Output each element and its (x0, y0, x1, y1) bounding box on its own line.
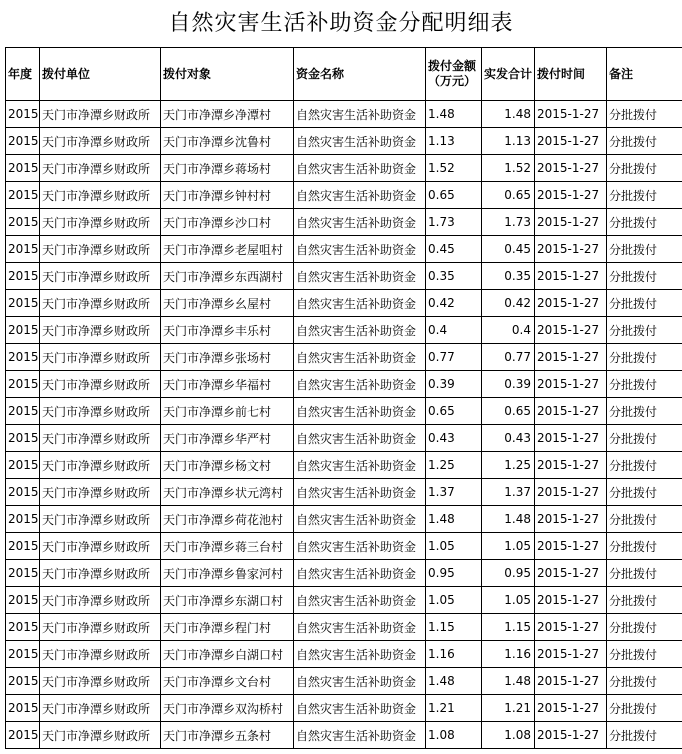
fund-name-cell: 自然灾害生活补助资金 (294, 668, 426, 695)
fund-name-cell: 自然灾害生活补助资金 (294, 560, 426, 587)
amount-cell: 1.13 (426, 128, 482, 155)
year-cell: 2015 (6, 236, 40, 263)
header-actual-total: 实发合计 (482, 48, 535, 101)
amount-cell: 1.05 (426, 587, 482, 614)
table-row (6, 236, 682, 263)
actual-total-cell: 0.65 (482, 398, 535, 425)
actual-total-cell: 0.42 (482, 290, 535, 317)
amount-cell: 0.77 (426, 344, 482, 371)
remarks-cell: 分批拨付 (607, 560, 682, 587)
pay-date-cell: 2015-1-27 (535, 371, 607, 398)
table-row (6, 182, 682, 209)
fund-name-cell: 自然灾害生活补助资金 (294, 209, 426, 236)
paying-unit-cell: 天门市净潭乡财政所 (40, 641, 161, 668)
recipient-cell: 天门市净潭乡东西湖村 (161, 263, 294, 290)
paying-unit-cell: 天门市净潭乡财政所 (40, 182, 161, 209)
table-row (6, 587, 682, 614)
recipient-cell: 天门市净潭乡前七村 (161, 398, 294, 425)
pay-date-cell: 2015-1-27 (535, 317, 607, 344)
table-row (6, 506, 682, 533)
recipient-cell: 天门市净潭乡东湖口村 (161, 587, 294, 614)
fund-name-cell: 自然灾害生活补助资金 (294, 182, 426, 209)
actual-total-cell: 1.15 (482, 614, 535, 641)
remarks-cell: 分批拨付 (607, 236, 682, 263)
header-year: 年度 (6, 48, 40, 101)
paying-unit-cell: 天门市净潭乡财政所 (40, 587, 161, 614)
recipient-cell: 天门市净潭乡沈鲁村 (161, 128, 294, 155)
amount-cell: 0.95 (426, 560, 482, 587)
header-paying-unit: 拨付单位 (40, 48, 161, 101)
actual-total-cell: 0.39 (482, 371, 535, 398)
table-row (6, 263, 682, 290)
fund-name-cell: 自然灾害生活补助资金 (294, 695, 426, 722)
fund-name-cell: 自然灾害生活补助资金 (294, 587, 426, 614)
table-row (6, 533, 682, 560)
pay-date-cell: 2015-1-27 (535, 695, 607, 722)
fund-name-cell: 自然灾害生活补助资金 (294, 236, 426, 263)
paying-unit-cell: 天门市净潭乡财政所 (40, 209, 161, 236)
pay-date-cell: 2015-1-27 (535, 101, 607, 128)
recipient-cell: 天门市净潭乡状元湾村 (161, 479, 294, 506)
paying-unit-cell: 天门市净潭乡财政所 (40, 506, 161, 533)
year-cell: 2015 (6, 641, 40, 668)
pay-date-cell: 2015-1-27 (535, 722, 607, 749)
remarks-cell: 分批拨付 (607, 182, 682, 209)
pay-date-cell: 2015-1-27 (535, 560, 607, 587)
actual-total-cell: 0.43 (482, 425, 535, 452)
paying-unit-cell: 天门市净潭乡财政所 (40, 317, 161, 344)
paying-unit-cell: 天门市净潭乡财政所 (40, 398, 161, 425)
pay-date-cell: 2015-1-27 (535, 344, 607, 371)
pay-date-cell: 2015-1-27 (535, 641, 607, 668)
year-cell: 2015 (6, 668, 40, 695)
amount-cell: 0.39 (426, 371, 482, 398)
year-cell: 2015 (6, 722, 40, 749)
amount-cell: 0.65 (426, 182, 482, 209)
amount-cell: 1.73 (426, 209, 482, 236)
fund-name-cell: 自然灾害生活补助资金 (294, 155, 426, 182)
amount-cell: 0.35 (426, 263, 482, 290)
pay-date-cell: 2015-1-27 (535, 452, 607, 479)
remarks-cell: 分批拨付 (607, 290, 682, 317)
year-cell: 2015 (6, 101, 40, 128)
recipient-cell: 天门市净潭乡净潭村 (161, 101, 294, 128)
pay-date-cell: 2015-1-27 (535, 182, 607, 209)
fund-name-cell: 自然灾害生活补助资金 (294, 398, 426, 425)
fund-name-cell: 自然灾害生活补助资金 (294, 101, 426, 128)
paying-unit-cell: 天门市净潭乡财政所 (40, 668, 161, 695)
year-cell: 2015 (6, 398, 40, 425)
paying-unit-cell: 天门市净潭乡财政所 (40, 371, 161, 398)
paying-unit-cell: 天门市净潭乡财政所 (40, 695, 161, 722)
year-cell: 2015 (6, 155, 40, 182)
pay-date-cell: 2015-1-27 (535, 155, 607, 182)
pay-date-cell: 2015-1-27 (535, 209, 607, 236)
header-recipient: 拨付对象 (161, 48, 294, 101)
fund-name-cell: 自然灾害生活补助资金 (294, 371, 426, 398)
remarks-cell: 分批拨付 (607, 533, 682, 560)
actual-total-cell: 1.52 (482, 155, 535, 182)
recipient-cell: 天门市净潭乡沙口村 (161, 209, 294, 236)
year-cell: 2015 (6, 425, 40, 452)
actual-total-cell: 0.95 (482, 560, 535, 587)
amount-cell: 0.65 (426, 398, 482, 425)
actual-total-cell: 1.25 (482, 452, 535, 479)
remarks-cell: 分批拨付 (607, 371, 682, 398)
paying-unit-cell: 天门市净潭乡财政所 (40, 425, 161, 452)
year-cell: 2015 (6, 317, 40, 344)
pay-date-cell: 2015-1-27 (535, 614, 607, 641)
header-amount: 拨付金额（万元） (426, 48, 482, 101)
pay-date-cell: 2015-1-27 (535, 533, 607, 560)
table-row (6, 128, 682, 155)
table-row (6, 479, 682, 506)
year-cell: 2015 (6, 263, 40, 290)
fund-name-cell: 自然灾害生活补助资金 (294, 425, 426, 452)
remarks-cell: 分批拨付 (607, 317, 682, 344)
actual-total-cell: 0.35 (482, 263, 535, 290)
recipient-cell: 天门市净潭乡华严村 (161, 425, 294, 452)
table-row (6, 722, 682, 749)
fund-name-cell: 自然灾害生活补助资金 (294, 533, 426, 560)
paying-unit-cell: 天门市净潭乡财政所 (40, 452, 161, 479)
pay-date-cell: 2015-1-27 (535, 587, 607, 614)
amount-cell: 0.4 (426, 317, 482, 344)
amount-cell: 1.21 (426, 695, 482, 722)
remarks-cell: 分批拨付 (607, 695, 682, 722)
actual-total-cell: 1.48 (482, 101, 535, 128)
allocation-table (5, 47, 682, 749)
recipient-cell: 天门市净潭乡程门村 (161, 614, 294, 641)
amount-cell: 1.25 (426, 452, 482, 479)
remarks-cell: 分批拨付 (607, 128, 682, 155)
remarks-cell: 分批拨付 (607, 668, 682, 695)
amount-cell: 1.08 (426, 722, 482, 749)
table-row (6, 452, 682, 479)
actual-total-cell: 1.13 (482, 128, 535, 155)
table-row (6, 290, 682, 317)
recipient-cell: 天门市净潭乡鲁家河村 (161, 560, 294, 587)
header-remarks: 备注 (607, 48, 682, 101)
pay-date-cell: 2015-1-27 (535, 668, 607, 695)
recipient-cell: 天门市净潭乡钟村村 (161, 182, 294, 209)
actual-total-cell: 0.65 (482, 182, 535, 209)
remarks-cell: 分批拨付 (607, 425, 682, 452)
year-cell: 2015 (6, 479, 40, 506)
fund-name-cell: 自然灾害生活补助资金 (294, 506, 426, 533)
year-cell: 2015 (6, 128, 40, 155)
year-cell: 2015 (6, 533, 40, 560)
remarks-cell: 分批拨付 (607, 479, 682, 506)
table-row (6, 209, 682, 236)
pay-date-cell: 2015-1-27 (535, 506, 607, 533)
table-row (6, 344, 682, 371)
remarks-cell: 分批拨付 (607, 155, 682, 182)
year-cell: 2015 (6, 452, 40, 479)
fund-name-cell: 自然灾害生活补助资金 (294, 317, 426, 344)
table-row (6, 371, 682, 398)
recipient-cell: 天门市净潭乡华福村 (161, 371, 294, 398)
recipient-cell: 天门市净潭乡老屋咀村 (161, 236, 294, 263)
recipient-cell: 天门市净潭乡蒋三台村 (161, 533, 294, 560)
fund-name-cell: 自然灾害生活补助资金 (294, 128, 426, 155)
fund-name-cell: 自然灾害生活补助资金 (294, 344, 426, 371)
pay-date-cell: 2015-1-27 (535, 425, 607, 452)
amount-cell: 1.37 (426, 479, 482, 506)
paying-unit-cell: 天门市净潭乡财政所 (40, 128, 161, 155)
table-body (6, 101, 682, 749)
year-cell: 2015 (6, 506, 40, 533)
pay-date-cell: 2015-1-27 (535, 128, 607, 155)
header-pay-date: 拨付时间 (535, 48, 607, 101)
paying-unit-cell: 天门市净潭乡财政所 (40, 290, 161, 317)
remarks-cell: 分批拨付 (607, 209, 682, 236)
recipient-cell: 天门市净潭乡杨文村 (161, 452, 294, 479)
fund-name-cell: 自然灾害生活补助资金 (294, 479, 426, 506)
remarks-cell: 分批拨付 (607, 641, 682, 668)
amount-cell: 1.05 (426, 533, 482, 560)
pay-date-cell: 2015-1-27 (535, 290, 607, 317)
recipient-cell: 天门市净潭乡五条村 (161, 722, 294, 749)
amount-cell: 0.45 (426, 236, 482, 263)
actual-total-cell: 1.21 (482, 695, 535, 722)
table-row (6, 317, 682, 344)
table-row (6, 668, 682, 695)
year-cell: 2015 (6, 614, 40, 641)
amount-cell: 1.15 (426, 614, 482, 641)
amount-cell: 1.48 (426, 506, 482, 533)
fund-name-cell: 自然灾害生活补助资金 (294, 452, 426, 479)
amount-cell: 1.16 (426, 641, 482, 668)
fund-name-cell: 自然灾害生活补助资金 (294, 290, 426, 317)
actual-total-cell: 1.48 (482, 668, 535, 695)
paying-unit-cell: 天门市净潭乡财政所 (40, 101, 161, 128)
actual-total-cell: 1.05 (482, 533, 535, 560)
year-cell: 2015 (6, 560, 40, 587)
remarks-cell: 分批拨付 (607, 101, 682, 128)
fund-name-cell: 自然灾害生活补助资金 (294, 263, 426, 290)
table-row (6, 398, 682, 425)
actual-total-cell: 1.37 (482, 479, 535, 506)
paying-unit-cell: 天门市净潭乡财政所 (40, 344, 161, 371)
header-fund-name: 资金名称 (294, 48, 426, 101)
year-cell: 2015 (6, 695, 40, 722)
fund-name-cell: 自然灾害生活补助资金 (294, 722, 426, 749)
paying-unit-cell: 天门市净潭乡财政所 (40, 533, 161, 560)
recipient-cell: 天门市净潭乡白湖口村 (161, 641, 294, 668)
table-row (6, 101, 682, 128)
year-cell: 2015 (6, 371, 40, 398)
remarks-cell: 分批拨付 (607, 722, 682, 749)
paying-unit-cell: 天门市净潭乡财政所 (40, 560, 161, 587)
paying-unit-cell: 天门市净潭乡财政所 (40, 479, 161, 506)
paying-unit-cell: 天门市净潭乡财政所 (40, 236, 161, 263)
recipient-cell: 天门市净潭乡幺屋村 (161, 290, 294, 317)
recipient-cell: 天门市净潭乡丰乐村 (161, 317, 294, 344)
actual-total-cell: 1.08 (482, 722, 535, 749)
year-cell: 2015 (6, 209, 40, 236)
amount-cell: 0.43 (426, 425, 482, 452)
pay-date-cell: 2015-1-27 (535, 398, 607, 425)
paying-unit-cell: 天门市净潭乡财政所 (40, 155, 161, 182)
recipient-cell: 天门市净潭乡荷花池村 (161, 506, 294, 533)
recipient-cell: 天门市净潭乡蒋场村 (161, 155, 294, 182)
actual-total-cell: 0.45 (482, 236, 535, 263)
remarks-cell: 分批拨付 (607, 587, 682, 614)
header-row (6, 48, 682, 101)
remarks-cell: 分批拨付 (607, 506, 682, 533)
amount-cell: 1.48 (426, 101, 482, 128)
fund-name-cell: 自然灾害生活补助资金 (294, 641, 426, 668)
year-cell: 2015 (6, 587, 40, 614)
remarks-cell: 分批拨付 (607, 614, 682, 641)
table-row (6, 614, 682, 641)
recipient-cell: 天门市净潭乡张场村 (161, 344, 294, 371)
fund-name-cell: 自然灾害生活补助资金 (294, 614, 426, 641)
table-row (6, 560, 682, 587)
actual-total-cell: 0.4 (482, 317, 535, 344)
actual-total-cell: 0.77 (482, 344, 535, 371)
year-cell: 2015 (6, 344, 40, 371)
amount-cell: 1.48 (426, 668, 482, 695)
amount-cell: 1.52 (426, 155, 482, 182)
year-cell: 2015 (6, 182, 40, 209)
table-row (6, 155, 682, 182)
table-row (6, 641, 682, 668)
actual-total-cell: 1.16 (482, 641, 535, 668)
remarks-cell: 分批拨付 (607, 344, 682, 371)
paying-unit-cell: 天门市净潭乡财政所 (40, 722, 161, 749)
actual-total-cell: 1.73 (482, 209, 535, 236)
amount-cell: 0.42 (426, 290, 482, 317)
actual-total-cell: 1.05 (482, 587, 535, 614)
remarks-cell: 分批拨付 (607, 263, 682, 290)
pay-date-cell: 2015-1-27 (535, 236, 607, 263)
remarks-cell: 分批拨付 (607, 452, 682, 479)
pay-date-cell: 2015-1-27 (535, 263, 607, 290)
remarks-cell: 分批拨付 (607, 398, 682, 425)
pay-date-cell: 2015-1-27 (535, 479, 607, 506)
recipient-cell: 天门市净潭乡双沟桥村 (161, 695, 294, 722)
table-row (6, 425, 682, 452)
actual-total-cell: 1.48 (482, 506, 535, 533)
table-row (6, 695, 682, 722)
paying-unit-cell: 天门市净潭乡财政所 (40, 263, 161, 290)
year-cell: 2015 (6, 290, 40, 317)
paying-unit-cell: 天门市净潭乡财政所 (40, 614, 161, 641)
page-title: 自然灾害生活补助资金分配明细表 (168, 11, 514, 36)
recipient-cell: 天门市净潭乡文台村 (161, 668, 294, 695)
